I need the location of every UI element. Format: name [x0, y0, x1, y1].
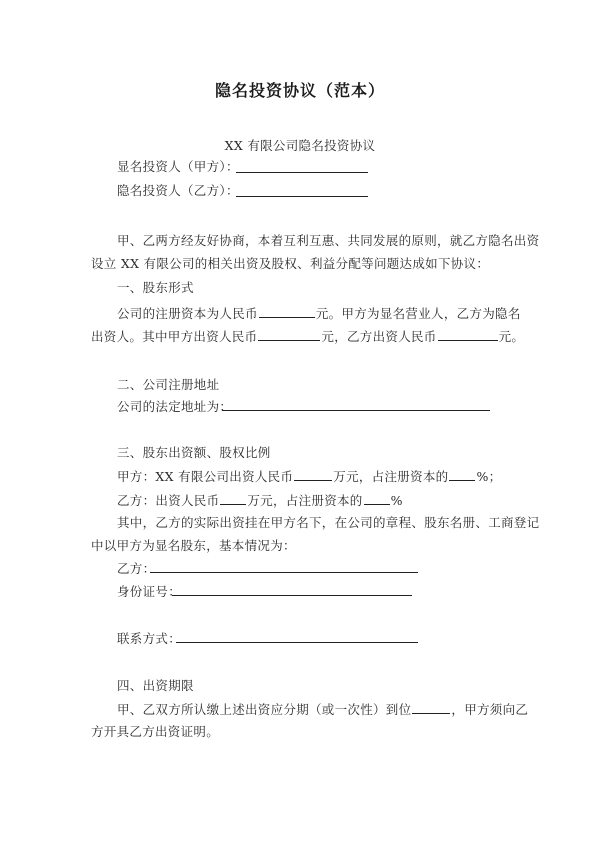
- section-4-line-1: [117, 701, 528, 718]
- party-a-amount-blank: [294, 468, 332, 481]
- party-b-capital-label: 元，乙方出资人民币: [321, 329, 437, 344]
- party-a-share-label: 万元，占注册资本的: [333, 469, 449, 484]
- party-b-share-label: 万元，占注册资本的: [247, 493, 363, 508]
- party-a-percent-blank: [449, 468, 475, 481]
- party-a-label: 显名投资人（甲方）：: [117, 159, 239, 174]
- section-2-heading: 二、公司注册地址: [117, 377, 220, 392]
- party-b-label: 隐名投资人（乙方）：: [117, 183, 239, 198]
- contact-blank: [176, 642, 418, 643]
- party-b-percent-sign: %: [390, 493, 403, 508]
- section-1-heading: 一、股东形式: [117, 280, 194, 295]
- party-b-capital-blank: [438, 328, 498, 341]
- party-a-percent-sign: %；: [476, 469, 502, 484]
- section-1-line-1: [117, 305, 521, 322]
- contribution-deadline-label: 甲、乙双方所认缴上述出资应分期（或一次性）到位: [117, 702, 412, 717]
- intro-line-1: 甲、乙两方经友好协商，本着互利互惠、共同发展的原则，就乙方隐名出资: [117, 233, 540, 248]
- registered-capital-blank: [259, 305, 315, 318]
- document-subtitle: XX 有限公司隐名投资协议: [224, 138, 376, 153]
- address-blank: [222, 410, 490, 411]
- id-number-blank: [172, 595, 412, 596]
- contact-label: 联系方式：: [117, 631, 182, 646]
- section-1-line-2: [91, 328, 524, 345]
- address-label: 公司的法定地址为：: [117, 399, 233, 414]
- party-a-capital-label: 出资人。其中甲方出资人民币: [91, 329, 258, 344]
- party-a-contribution-label: 甲方：XX 有限公司出资人民币: [117, 469, 294, 484]
- party-b-amount-blank: [220, 492, 246, 505]
- registered-capital-label: 公司的注册资本为人民币: [117, 306, 258, 321]
- section-4-heading: 四、出资期限: [117, 678, 194, 693]
- party-b-info-label: 乙方：: [117, 561, 156, 576]
- contribution-deadline-blank: [412, 701, 450, 714]
- document-title: 隐名投资协议（范本）: [214, 81, 385, 100]
- section-1-line-2-end: 元。: [498, 329, 525, 344]
- party-a-capital-blank: [258, 328, 320, 341]
- section-1-line-1-rest: 元。甲方为显名营业人，乙方为隐名: [315, 306, 521, 321]
- section-4-line-2: 方开具乙方出资证明。: [91, 724, 220, 739]
- section-4-line-1-rest: ，甲方须向乙: [451, 702, 529, 717]
- intro-line-2: 设立 XX 有限公司的相关出资及股权、利益分配等问题达成如下协议：: [91, 256, 490, 271]
- section-3-note-line-2: 中以甲方为显名股东，基本情况为：: [91, 538, 296, 553]
- party-b-contribution-line: [117, 492, 403, 509]
- party-b-percent-blank: [364, 492, 390, 505]
- party-a-contribution-line: [117, 468, 501, 485]
- id-number-label: 身份证号：: [117, 584, 182, 599]
- party-b-blank: [236, 196, 368, 197]
- party-a-blank: [236, 172, 368, 173]
- section-3-heading: 三、股东出资额、股权比例: [117, 445, 271, 460]
- party-b-contribution-label: 乙方：出资人民币: [117, 493, 220, 508]
- section-3-note-line-1: 其中，乙方的实际出资挂在甲方名下，在公司的章程、股东名册、工商登记: [117, 515, 540, 530]
- party-b-info-blank: [150, 572, 418, 573]
